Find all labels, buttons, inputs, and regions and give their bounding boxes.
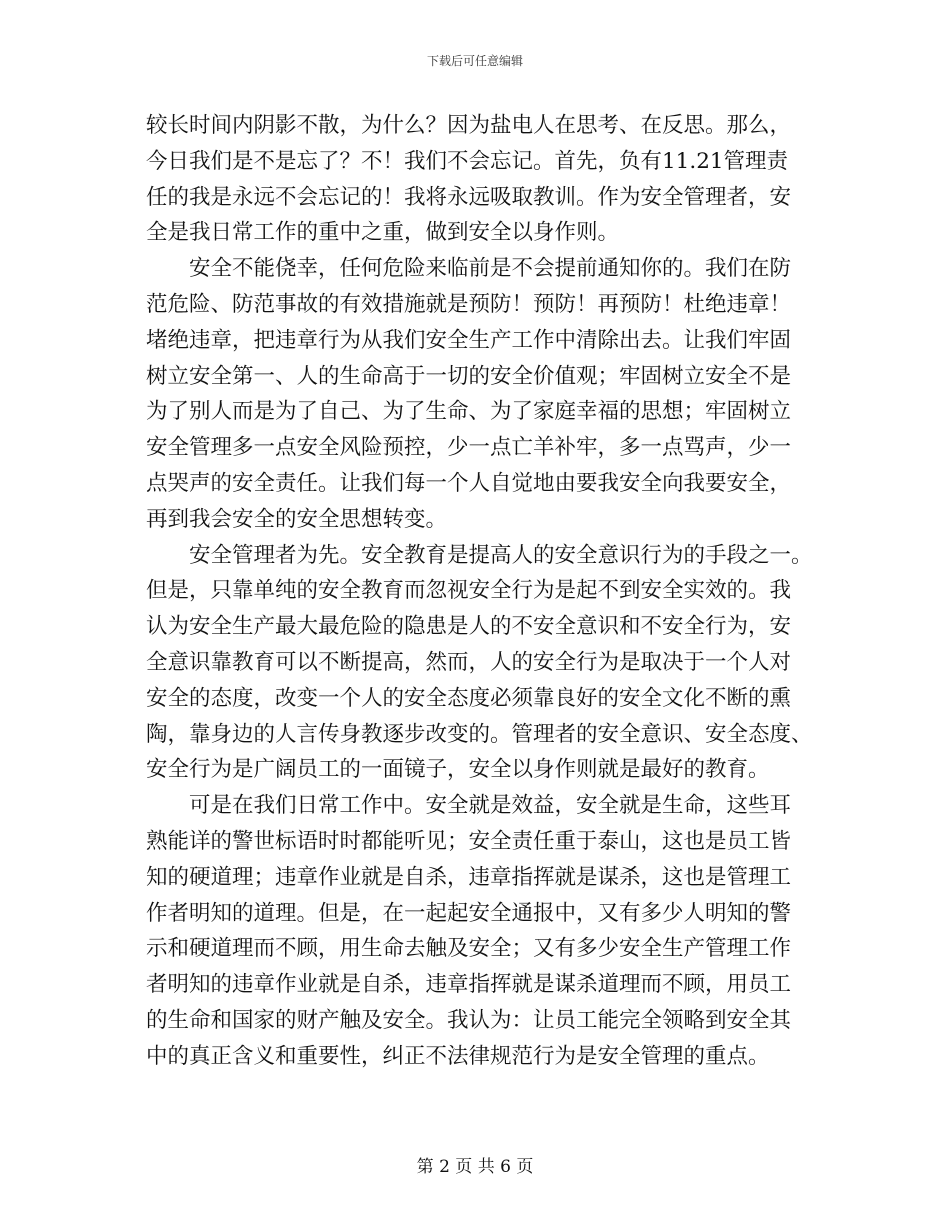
text-line: 中的真正含义和重要性，纠正不法律规范行为是安全管理的重点。 (146, 1043, 770, 1069)
text-line: 陶，靠身边的人言传身教逐步改变的。管理者的安全意识、安全态度、 (146, 721, 813, 747)
text-line: 安全不能侥幸，任何危险来临前是不会提前通知你的。我们在防 (146, 256, 792, 282)
text-line: 可是在我们日常工作中。安全就是效益，安全就是生命，这些耳 (146, 793, 792, 819)
text-line: 全是我日常工作的重中之重，做到安全以身作则。 (146, 220, 620, 246)
text-line: 树立安全第一、人的生命高于一切的安全价值观；牢固树立安全不是 (146, 363, 792, 389)
text-line: 知的硬道理；违章作业就是自杀，违章指挥就是谋杀，这也是管理工 (146, 864, 792, 890)
page-number: 第 2 页 共 6 页 (416, 1157, 534, 1177)
text-line: 安全管理多一点安全风险预控，少一点亡羊补牢，多一点骂声，少一 (146, 435, 792, 461)
body-text (146, 108, 811, 1075)
text-line: 再到我会安全的安全思想转变。 (146, 506, 448, 532)
text-line: 者明知的违章作业就是自杀，违章指挥就是谋杀道理而不顾，用员工 (146, 972, 792, 998)
text-line: 为了别人而是为了自己、为了生命、为了家庭幸福的思想；牢固树立 (146, 399, 792, 425)
text-line: 但是，只靠单纯的安全教育而忽视安全行为是起不到安全实效的。我 (146, 578, 792, 604)
text-line: 范危险、防范事故的有效措施就是预防！预防！再预防！杜绝违章！ (146, 291, 792, 317)
text-line: 全意识靠教育可以不断提高，然而，人的安全行为是取决于一个人对 (146, 649, 792, 675)
text-line: 的生命和国家的财产触及安全。我认为：让员工能完全领略到安全其 (146, 1007, 792, 1033)
text-line: 较长时间内阴影不散，为什么？因为盐电人在思考、在反思。那么， (146, 113, 792, 138)
text-line: 安全行为是广阔员工的一面镜子，安全以身作则就是最好的教育。 (146, 757, 770, 783)
text-line: 堵绝违章，把违章行为从我们安全生产工作中清除出去。让我们牢固 (146, 327, 792, 353)
text-line: 今日我们是不是忘了？不！我们不会忘记。首先，负有11.21管理责 (146, 148, 789, 174)
text-line: 熟能详的警世标语时时都能听见；安全责任重于泰山，这也是员工皆 (146, 828, 792, 854)
text-line: 安全的态度，改变一个人的安全态度必须靠良好的安全文化不断的熏 (146, 685, 792, 711)
text-line: 示和硬道理而不顾，用生命去触及安全；又有多少安全生产管理工作 (146, 936, 792, 962)
text-line: 安全管理者为先。安全教育是提高人的安全意识行为的手段之一。 (146, 542, 813, 568)
text-line: 点哭声的安全责任。让我们每一个人自觉地由要我安全向我要安全， (146, 470, 792, 496)
text-line: 任的我是永远不会忘记的！我将永远吸取教训。作为安全管理者，安 (146, 184, 792, 210)
header-note: 下载后可任意编辑 (426, 54, 523, 68)
text-line: 认为安全生产最大最危险的隐患是人的不安全意识和不安全行为，安 (146, 614, 792, 640)
text-line: 作者明知的道理。但是，在一起起安全通报中，又有多少人明知的警 (146, 900, 792, 926)
